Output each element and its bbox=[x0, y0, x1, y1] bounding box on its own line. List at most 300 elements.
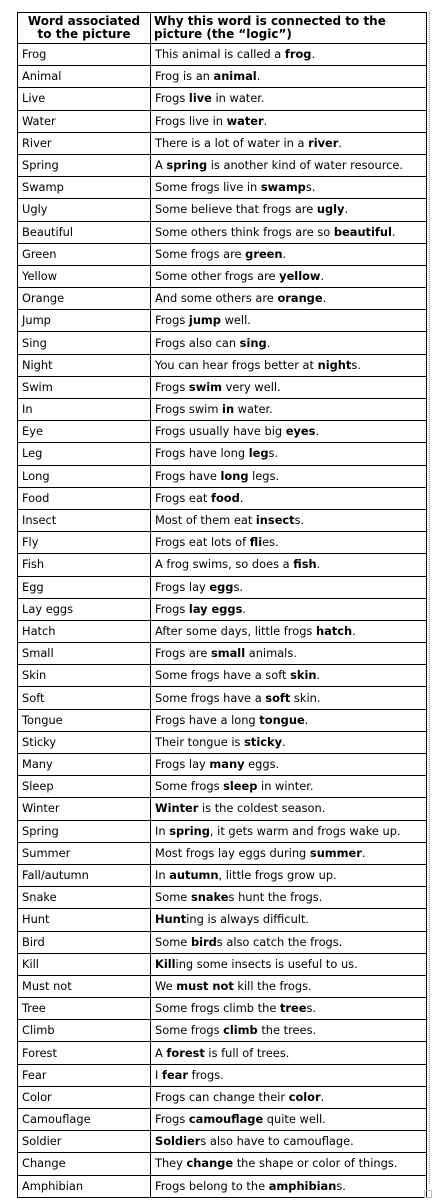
logic-keyword: spring bbox=[169, 823, 210, 838]
logic-cell bbox=[151, 931, 427, 953]
logic-keyword: leg bbox=[248, 446, 269, 461]
logic-text-pre: Some frogs bbox=[155, 1023, 224, 1038]
table-row bbox=[18, 798, 427, 820]
table-row bbox=[18, 399, 427, 421]
logic-cell bbox=[151, 798, 427, 820]
logic-cell bbox=[151, 154, 427, 176]
logic-text-pre: Frogs usually have big bbox=[155, 424, 286, 439]
logic-text-pre: Some frogs climb the bbox=[155, 1001, 280, 1016]
logic-cell bbox=[151, 998, 427, 1020]
logic-keyword: soft bbox=[265, 690, 291, 705]
logic-text-post: s also catch the frogs. bbox=[216, 934, 343, 949]
word-cell: Frog bbox=[18, 44, 151, 66]
word-cell: Skin bbox=[18, 665, 151, 687]
word-cell: Long bbox=[18, 465, 151, 487]
table-row bbox=[18, 487, 427, 509]
logic-keyword: Kill bbox=[155, 956, 176, 971]
logic-text-post: es. bbox=[262, 535, 279, 550]
logic-text-post: the shape or color of things. bbox=[233, 1156, 398, 1171]
word-cell: Camouflage bbox=[18, 1109, 151, 1131]
logic-text-post: . bbox=[256, 69, 261, 84]
word-cell: Ugly bbox=[18, 199, 151, 221]
table-row bbox=[18, 953, 427, 975]
table-row bbox=[18, 931, 427, 953]
logic-keyword: many bbox=[209, 757, 245, 772]
logic-text-pre: In bbox=[155, 823, 170, 838]
logic-cell bbox=[151, 554, 427, 576]
word-cell: Fear bbox=[18, 1064, 151, 1086]
word-cell: Leg bbox=[18, 443, 151, 465]
word-cell: Orange bbox=[18, 288, 151, 310]
logic-keyword: sleep bbox=[223, 779, 258, 794]
logic-text-pre: Their tongue is bbox=[155, 734, 245, 749]
logic-keyword: frog bbox=[284, 47, 312, 62]
logic-keyword: small bbox=[210, 646, 246, 661]
logic-cell bbox=[151, 1153, 427, 1175]
logic-text-pre: We bbox=[155, 978, 177, 993]
logic-text-pre: A bbox=[155, 1045, 167, 1060]
table-row bbox=[18, 1020, 427, 1042]
logic-text-pre: This animal is called a bbox=[155, 47, 285, 62]
table-row bbox=[18, 1042, 427, 1064]
logic-cell bbox=[151, 132, 427, 154]
logic-text-pre: Frogs live in bbox=[155, 113, 227, 128]
word-cell: Yellow bbox=[18, 265, 151, 287]
logic-keyword: tree bbox=[279, 1001, 307, 1016]
logic-cell bbox=[151, 421, 427, 443]
word-cell: Snake bbox=[18, 887, 151, 909]
logic-text-post: . bbox=[344, 202, 349, 217]
table-row bbox=[18, 909, 427, 931]
word-cell: Water bbox=[18, 110, 151, 132]
logic-keyword: swamp bbox=[260, 180, 306, 195]
header-logic: Why this word is connected to the picture (the “logic”) bbox=[151, 13, 427, 44]
logic-text-pre: Frogs have bbox=[155, 468, 221, 483]
logic-keyword: insect bbox=[255, 513, 295, 528]
logic-keyword: fish bbox=[293, 557, 317, 572]
logic-cell bbox=[151, 776, 427, 798]
logic-cell bbox=[151, 731, 427, 753]
word-cell: Soldier bbox=[18, 1131, 151, 1153]
logic-text-post: . bbox=[322, 291, 327, 306]
table-row bbox=[18, 1064, 427, 1086]
logic-cell bbox=[151, 975, 427, 997]
table-row bbox=[18, 554, 427, 576]
logic-text-pre: Most frogs lay eggs during bbox=[155, 845, 310, 860]
logic-text-post: in water. bbox=[211, 91, 265, 106]
logic-cell bbox=[151, 509, 427, 531]
logic-text-pre: Some others think frogs are so bbox=[155, 224, 334, 239]
logic-cell bbox=[151, 243, 427, 265]
logic-text-pre: A bbox=[155, 158, 167, 173]
word-cell: Bird bbox=[18, 931, 151, 953]
logic-cell bbox=[151, 332, 427, 354]
worksheet bbox=[17, 12, 426, 1198]
logic-cell bbox=[151, 620, 427, 642]
table-row bbox=[18, 465, 427, 487]
logic-text-post: legs. bbox=[248, 468, 280, 483]
logic-text-post: . bbox=[266, 335, 271, 350]
logic-text-post: . bbox=[239, 490, 244, 505]
logic-cell bbox=[151, 1109, 427, 1131]
logic-cell bbox=[151, 177, 427, 199]
logic-cell bbox=[151, 310, 427, 332]
table-row bbox=[18, 576, 427, 598]
logic-cell bbox=[151, 354, 427, 376]
word-cell: Sleep bbox=[18, 776, 151, 798]
logic-cell bbox=[151, 953, 427, 975]
table-row bbox=[18, 243, 427, 265]
header-row bbox=[18, 13, 427, 44]
logic-keyword: autumn bbox=[169, 868, 219, 883]
page-edge-guide bbox=[429, 12, 430, 1184]
table-row bbox=[18, 975, 427, 997]
table-row bbox=[18, 820, 427, 842]
table-row bbox=[18, 310, 427, 332]
logic-cell bbox=[151, 887, 427, 909]
logic-keyword: change bbox=[186, 1156, 234, 1171]
table-row bbox=[18, 509, 427, 531]
logic-keyword: fli bbox=[249, 535, 263, 550]
logic-cell bbox=[151, 399, 427, 421]
logic-text-post: , little frogs grow up. bbox=[218, 868, 337, 883]
logic-cell bbox=[151, 443, 427, 465]
logic-keyword: night bbox=[317, 357, 352, 372]
logic-keyword: fear bbox=[161, 1067, 188, 1082]
logic-text-pre: Frogs lay bbox=[155, 579, 210, 594]
logic-text-pre: You can hear frogs better at bbox=[155, 357, 318, 372]
table-row bbox=[18, 199, 427, 221]
word-cell: Must not bbox=[18, 975, 151, 997]
logic-keyword: snake bbox=[190, 890, 229, 905]
table-row bbox=[18, 643, 427, 665]
word-cell: In bbox=[18, 399, 151, 421]
logic-text-pre: After some days, little frogs bbox=[155, 623, 316, 638]
logic-text-pre: Some other frogs are bbox=[155, 268, 280, 283]
logic-keyword: hatch bbox=[315, 623, 353, 638]
word-cell: Fish bbox=[18, 554, 151, 576]
logic-cell bbox=[151, 376, 427, 398]
logic-text-pre: Some frogs live in bbox=[155, 180, 261, 195]
logic-text-pre: A frog swims, so does a bbox=[155, 557, 294, 572]
logic-text-pre: Some believe that frogs are bbox=[155, 202, 317, 217]
table-row bbox=[18, 776, 427, 798]
logic-text-pre: They bbox=[155, 1156, 187, 1171]
logic-cell bbox=[151, 1086, 427, 1108]
logic-keyword: food bbox=[211, 490, 240, 505]
table-row bbox=[18, 1109, 427, 1131]
table-row bbox=[18, 687, 427, 709]
table-row bbox=[18, 665, 427, 687]
logic-text-post: . bbox=[391, 224, 396, 239]
word-cell: Eye bbox=[18, 421, 151, 443]
table-row bbox=[18, 1153, 427, 1175]
logic-keyword: swim bbox=[188, 379, 222, 394]
logic-cell bbox=[151, 909, 427, 931]
logic-cell bbox=[151, 1020, 427, 1042]
logic-keyword: yellow bbox=[279, 268, 321, 283]
logic-keyword: climb bbox=[223, 1023, 258, 1038]
logic-cell bbox=[151, 754, 427, 776]
logic-cell bbox=[151, 487, 427, 509]
logic-text-post: s. bbox=[306, 1001, 317, 1016]
logic-keyword: spring bbox=[166, 158, 208, 173]
logic-keyword: Soldier bbox=[155, 1134, 201, 1149]
logic-text-pre: Frogs have a long bbox=[155, 712, 260, 727]
logic-text-pre: And some others are bbox=[155, 291, 278, 306]
table-row bbox=[18, 754, 427, 776]
logic-keyword: camouflage bbox=[188, 1112, 264, 1127]
logic-text-pre: In bbox=[155, 868, 170, 883]
logic-text-post: ing some insects is useful to us. bbox=[175, 956, 358, 971]
table-row bbox=[18, 1131, 427, 1153]
word-cell: Tree bbox=[18, 998, 151, 1020]
table-row bbox=[18, 842, 427, 864]
logic-cell bbox=[151, 709, 427, 731]
logic-text-post: quite well. bbox=[263, 1112, 326, 1127]
logic-text-post: . bbox=[316, 668, 321, 683]
logic-text-post: s also have to camouflage. bbox=[200, 1134, 354, 1149]
logic-cell bbox=[151, 665, 427, 687]
word-cell: Green bbox=[18, 243, 151, 265]
logic-keyword: river bbox=[308, 135, 339, 150]
logic-text-post: the trees. bbox=[257, 1023, 317, 1038]
word-cell: Lay eggs bbox=[18, 598, 151, 620]
word-cell: Forest bbox=[18, 1042, 151, 1064]
word-cell: Night bbox=[18, 354, 151, 376]
logic-text-post: animals. bbox=[245, 646, 297, 661]
word-cell: Color bbox=[18, 1086, 151, 1108]
word-cell: Small bbox=[18, 643, 151, 665]
logic-text-post: frogs. bbox=[187, 1067, 224, 1082]
logic-text-post: kill the frogs. bbox=[233, 978, 312, 993]
logic-text-pre: Some frogs have a soft bbox=[155, 668, 291, 683]
logic-keyword: jump bbox=[188, 313, 221, 328]
table-row bbox=[18, 598, 427, 620]
logic-text-post: s. bbox=[268, 446, 279, 461]
word-cell: Sing bbox=[18, 332, 151, 354]
table-row bbox=[18, 421, 427, 443]
logic-text-post: . bbox=[311, 47, 316, 62]
word-cell: Swim bbox=[18, 376, 151, 398]
logic-text-pre: Some bbox=[155, 890, 191, 905]
logic-text-pre: Frogs bbox=[155, 91, 189, 106]
logic-text-post: very well. bbox=[222, 379, 281, 394]
logic-text-pre: Frogs eat bbox=[155, 490, 211, 505]
logic-text-pre: Frogs bbox=[155, 1112, 189, 1127]
logic-cell bbox=[151, 44, 427, 66]
logic-text-post: . bbox=[338, 135, 342, 150]
logic-cell bbox=[151, 199, 427, 221]
logic-cell bbox=[151, 88, 427, 110]
logic-text-post: skin. bbox=[290, 690, 321, 705]
logic-text-pre: Some frogs have a bbox=[155, 690, 266, 705]
logic-text-post: . bbox=[242, 601, 246, 616]
table-row bbox=[18, 532, 427, 554]
logic-keyword: summer bbox=[309, 845, 362, 860]
word-cell: Egg bbox=[18, 576, 151, 598]
table-row bbox=[18, 288, 427, 310]
logic-text-post: . bbox=[361, 845, 366, 860]
logic-text-post: is another kind of water resource. bbox=[207, 158, 404, 173]
logic-keyword: tongue bbox=[259, 712, 305, 727]
table-row bbox=[18, 1175, 427, 1197]
word-cell: Summer bbox=[18, 842, 151, 864]
logic-keyword: bird bbox=[190, 934, 217, 949]
table-row bbox=[18, 887, 427, 909]
logic-keyword: sing bbox=[239, 335, 267, 350]
table-row bbox=[18, 221, 427, 243]
logic-keyword: ugly bbox=[316, 202, 345, 217]
logic-text-pre: Frog is an bbox=[155, 69, 214, 84]
logic-text-post: . bbox=[304, 712, 309, 727]
logic-keyword: eyes bbox=[285, 424, 316, 439]
logic-cell bbox=[151, 221, 427, 243]
table-row bbox=[18, 177, 427, 199]
word-cell: Amphibian bbox=[18, 1175, 151, 1197]
table-row bbox=[18, 354, 427, 376]
table-row bbox=[18, 66, 427, 88]
logic-text-post: is the coldest season. bbox=[198, 801, 326, 816]
logic-keyword: forest bbox=[166, 1045, 205, 1060]
word-cell: Many bbox=[18, 754, 151, 776]
logic-text-pre: Frogs bbox=[155, 313, 189, 328]
logic-text-pre: Frogs swim bbox=[155, 402, 223, 417]
logic-cell bbox=[151, 864, 427, 886]
logic-text-pre: Frogs belong to the bbox=[155, 1178, 269, 1193]
table-row bbox=[18, 443, 427, 465]
table-row bbox=[18, 620, 427, 642]
logic-cell bbox=[151, 532, 427, 554]
logic-keyword: animal bbox=[213, 69, 257, 84]
logic-text-pre: Frogs eat lots of bbox=[155, 535, 250, 550]
logic-text-post: . bbox=[263, 113, 268, 128]
logic-cell bbox=[151, 576, 427, 598]
table-row bbox=[18, 998, 427, 1020]
word-cell: Soft bbox=[18, 687, 151, 709]
logic-text-pre: Some bbox=[155, 934, 191, 949]
logic-cell bbox=[151, 1131, 427, 1153]
word-cell: River bbox=[18, 132, 151, 154]
logic-cell bbox=[151, 643, 427, 665]
word-cell: Hunt bbox=[18, 909, 151, 931]
word-cell: Live bbox=[18, 88, 151, 110]
word-cell: Animal bbox=[18, 66, 151, 88]
logic-keyword: must not bbox=[176, 978, 234, 993]
word-cell: Insect bbox=[18, 509, 151, 531]
logic-keyword: beautiful bbox=[333, 224, 392, 239]
logic-text-post: s. bbox=[294, 513, 305, 528]
word-cell: Swamp bbox=[18, 177, 151, 199]
logic-cell bbox=[151, 598, 427, 620]
resize-handle-icon bbox=[424, 1190, 432, 1198]
logic-keyword: lay eggs bbox=[188, 601, 243, 616]
logic-cell bbox=[151, 465, 427, 487]
logic-text-post: eggs. bbox=[244, 757, 280, 772]
word-cell: Beautiful bbox=[18, 221, 151, 243]
logic-text-post: . bbox=[282, 246, 287, 261]
logic-text-post: in winter. bbox=[257, 779, 314, 794]
logic-text-pre: Frogs lay bbox=[155, 757, 210, 772]
logic-text-post: . bbox=[316, 557, 321, 572]
logic-text-post: . bbox=[320, 1089, 325, 1104]
word-cell: Jump bbox=[18, 310, 151, 332]
logic-text-pre: Frogs have long bbox=[155, 446, 249, 461]
word-logic-table bbox=[17, 12, 427, 1198]
word-cell: Fall/autumn bbox=[18, 864, 151, 886]
logic-text-post: well. bbox=[220, 313, 251, 328]
logic-text-pre: I bbox=[155, 1067, 162, 1082]
logic-text-post: s hunt the frogs. bbox=[228, 890, 323, 905]
logic-text-pre: There is a lot of water in a bbox=[155, 135, 309, 150]
table-row bbox=[18, 265, 427, 287]
logic-text-post: s. bbox=[305, 180, 316, 195]
logic-keyword: egg bbox=[209, 579, 234, 594]
table-row bbox=[18, 332, 427, 354]
logic-keyword: Winter bbox=[155, 801, 199, 816]
logic-text-pre: Most of them eat bbox=[155, 513, 256, 528]
logic-text-pre: Frogs can change their bbox=[155, 1089, 289, 1104]
logic-keyword: live bbox=[188, 91, 212, 106]
logic-text-post: . bbox=[352, 623, 356, 638]
logic-text-post: . bbox=[315, 424, 320, 439]
logic-keyword: orange bbox=[277, 291, 323, 306]
logic-text-post: s. bbox=[351, 357, 361, 372]
logic-keyword: Hunt bbox=[155, 912, 187, 927]
logic-text-pre: Frogs bbox=[155, 601, 189, 616]
logic-cell bbox=[151, 66, 427, 88]
word-cell: Change bbox=[18, 1153, 151, 1175]
logic-text-pre: Some frogs are bbox=[155, 246, 246, 261]
logic-cell bbox=[151, 1042, 427, 1064]
logic-keyword: color bbox=[288, 1089, 321, 1104]
logic-keyword: amphibian bbox=[268, 1178, 337, 1193]
table-row bbox=[18, 88, 427, 110]
logic-keyword: green bbox=[245, 246, 283, 261]
logic-text-pre: Frogs bbox=[155, 379, 189, 394]
logic-text-post: s. bbox=[233, 579, 244, 594]
table-row bbox=[18, 731, 427, 753]
word-cell: Tongue bbox=[18, 709, 151, 731]
logic-keyword: sticky bbox=[244, 734, 282, 749]
logic-cell bbox=[151, 288, 427, 310]
logic-keyword: long bbox=[220, 468, 249, 483]
table-row bbox=[18, 1086, 427, 1108]
word-cell: Winter bbox=[18, 798, 151, 820]
logic-text-post: is full of trees. bbox=[204, 1045, 290, 1060]
table-row bbox=[18, 132, 427, 154]
word-cell: Kill bbox=[18, 953, 151, 975]
logic-text-post: s. bbox=[336, 1178, 346, 1193]
logic-text-pre: Some frogs bbox=[155, 779, 224, 794]
table-row bbox=[18, 376, 427, 398]
word-cell: Food bbox=[18, 487, 151, 509]
table-row bbox=[18, 44, 427, 66]
logic-cell bbox=[151, 842, 427, 864]
word-cell: Climb bbox=[18, 1020, 151, 1042]
logic-cell bbox=[151, 1175, 427, 1197]
logic-keyword: water bbox=[226, 113, 264, 128]
word-cell: Sticky bbox=[18, 731, 151, 753]
logic-keyword: skin bbox=[290, 668, 317, 683]
table-row bbox=[18, 154, 427, 176]
logic-text-post: ing is always difficult. bbox=[186, 912, 310, 927]
table-row bbox=[18, 864, 427, 886]
table-row bbox=[18, 110, 427, 132]
table-body bbox=[18, 44, 427, 1198]
word-cell: Fly bbox=[18, 532, 151, 554]
logic-cell bbox=[151, 687, 427, 709]
